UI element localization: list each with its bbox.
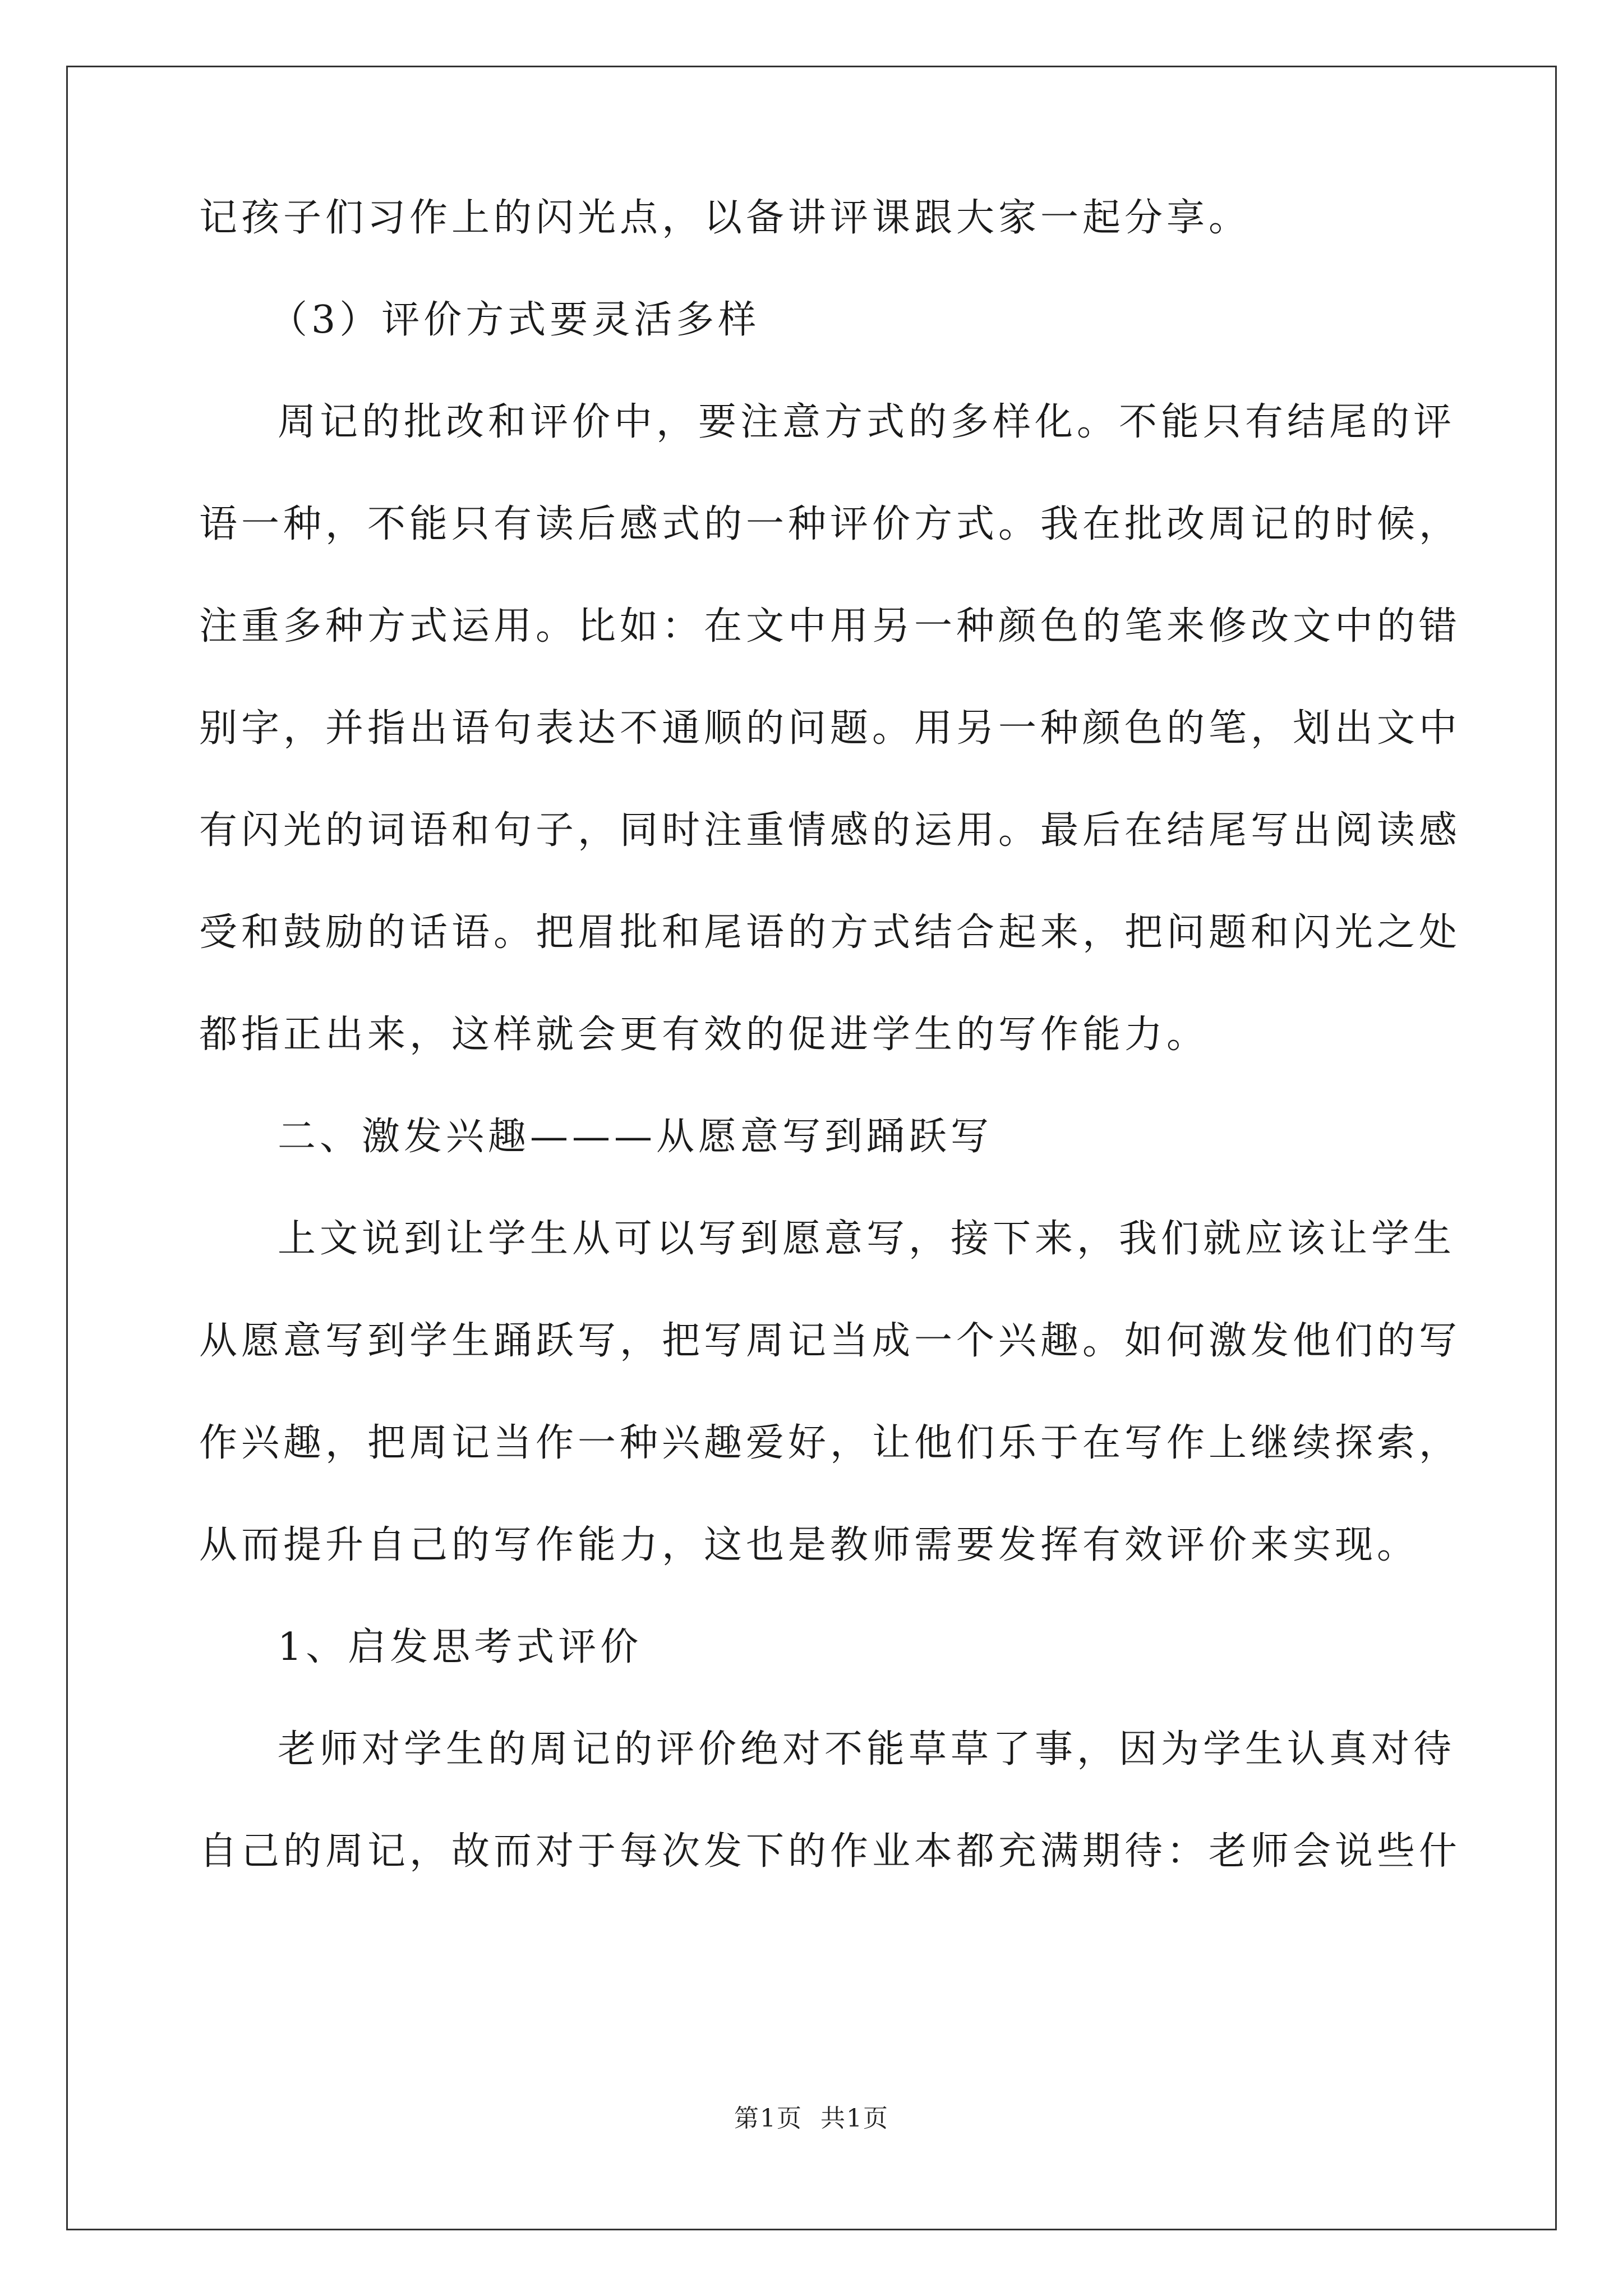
text-line: 受和鼓励的话语。把眉批和尾语的方式结合起来，把问题和闪光之处 [199, 910, 1461, 955]
section-heading: 二、激发兴趣———从愿意写到踊跃写 [278, 1115, 993, 1159]
text-line: 都指正出来，这样就会更有效的促进学生的写作能力。 [199, 1013, 1209, 1057]
section-subheading: 1、启发思考式评价 [278, 1625, 643, 1669]
text-line: 语一种，不能只有读后感式的一种评价方式。我在批改周记的时候， [199, 502, 1461, 546]
document-body [199, 196, 1461, 1935]
page-number: 第1页 共1页 [734, 2104, 889, 2133]
section-subheading: （3）评价方式要灵活多样 [269, 298, 760, 342]
text-line: 别字，并指出语句表达不通顺的问题。用另一种颜色的笔，划出文中 [199, 706, 1461, 751]
text-line: 有闪光的词语和句子，同时注重情感的运用。最后在结尾写出阅读感 [199, 808, 1461, 853]
text-line: 作兴趣，把周记当作一种兴趣爱好，让他们乐于在写作上继续探索， [199, 1421, 1461, 1465]
text-line: 从愿意写到学生踊跃写，把写周记当成一个兴趣。如何激发他们的写 [199, 1319, 1461, 1363]
text-line: 周记的批改和评价中，要注意方式的多样化。不能只有结尾的评 [278, 400, 1456, 444]
text-line: 老师对学生的周记的评价绝对不能草草了事，因为学生认真对待 [278, 1727, 1456, 1772]
text-line: 注重多种方式运用。比如：在文中用另一种颜色的笔来修改文中的错 [199, 604, 1461, 648]
text-line: 从而提升自己的写作能力，这也是教师需要发挥有效评价来实现。 [199, 1523, 1419, 1567]
text-line: 上文说到让学生从可以写到愿意写，接下来，我们就应该让学生 [278, 1217, 1456, 1261]
text-line: 自己的周记，故而对于每次发下的作业本都充满期待：老师会说些什 [199, 1829, 1461, 1874]
text-line: 记孩子们习作上的闪光点，以备讲评课跟大家一起分享。 [199, 196, 1251, 240]
